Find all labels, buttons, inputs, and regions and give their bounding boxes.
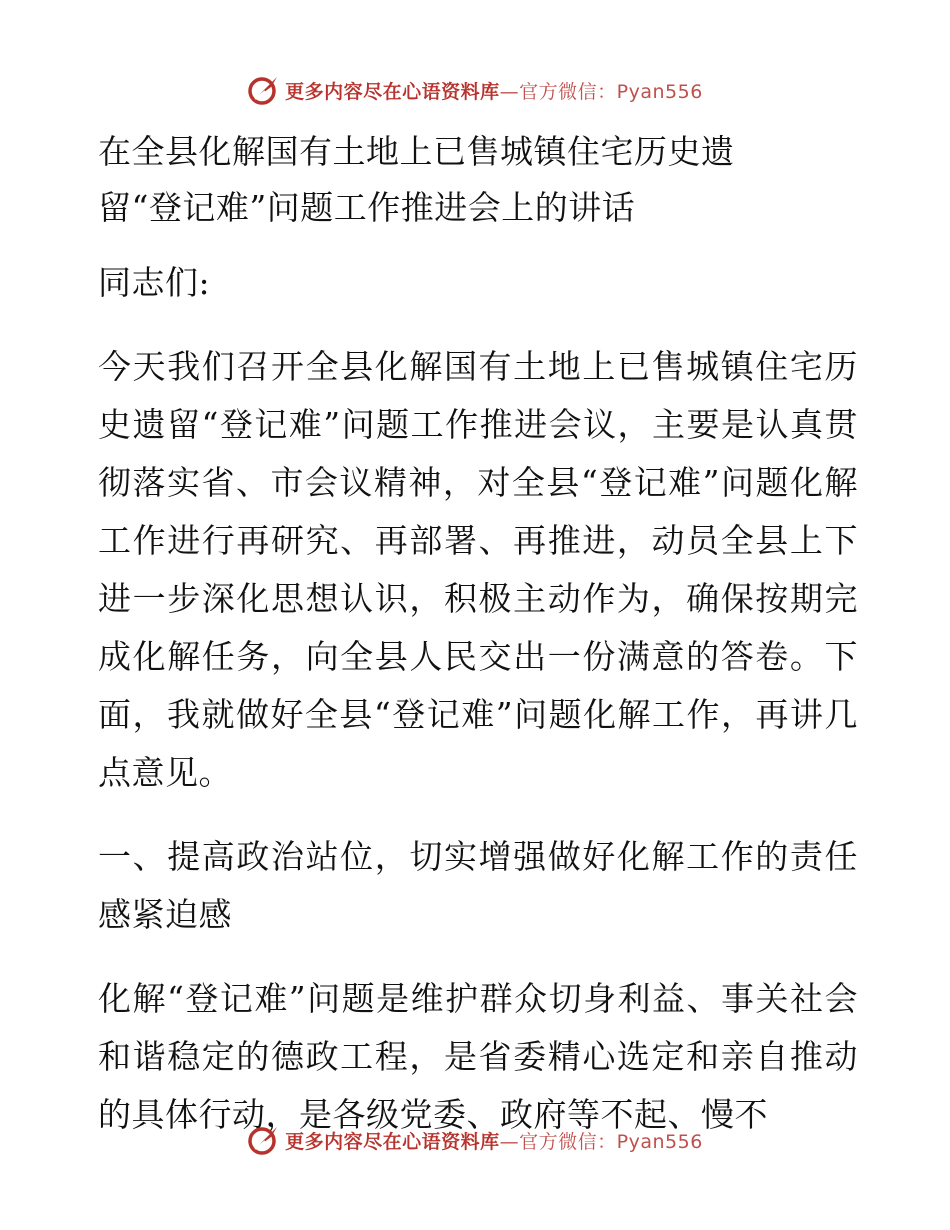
- header-watermark-main: 更多内容尽在心语资料库: [285, 80, 500, 103]
- footer-watermark-text: [285, 1127, 703, 1154]
- section-heading-1: 一、提高政治站位，切实增强做好化解工作的责任感紧迫感: [98, 837, 858, 934]
- salutation: 同志们:: [98, 263, 211, 302]
- header-watermark: [0, 70, 950, 110]
- paragraph-intro: 今天我们召开全县化解国有土地上已售城镇住宅历史遗留“登记难”问题工作推进会议，主要是认真贯彻落实省、市会议精神，对全县“登记难”问题化解工作进行再研究、再部署、再推进，动员全县上下进一步深化思想认识，积极主动作为，确保按期完成化解任务，向全县人民交出一份满意的答卷。下面，我就做好全县“登记难”问题化解工作，再讲几点意见。: [98, 347, 858, 792]
- header-watermark-accent: —官方微信：Pyan556: [499, 80, 703, 103]
- footer-watermark-accent: —官方微信：Pyan556: [499, 1130, 703, 1153]
- quill-logo-icon: [247, 73, 281, 107]
- footer-watermark-main: 更多内容尽在心语资料库: [285, 1130, 500, 1153]
- document-title-line-1: 在全县化解国有土地上已售城镇住宅历史遗: [98, 132, 735, 171]
- document-body: [98, 124, 858, 1144]
- paragraph-section-1: 化解“登记难”问题是维护群众切身利益、事关社会和谐稳定的德政工程，是省委精心选定和亲自推动的具体行动，是各级党委、政府等不起、慢不: [98, 979, 858, 1134]
- quill-logo-icon: [247, 1123, 281, 1157]
- document-title-line-2: 留“登记难”问题工作推进会上的讲话: [98, 188, 636, 227]
- header-watermark-text: [285, 77, 703, 104]
- footer-watermark: [0, 1120, 950, 1160]
